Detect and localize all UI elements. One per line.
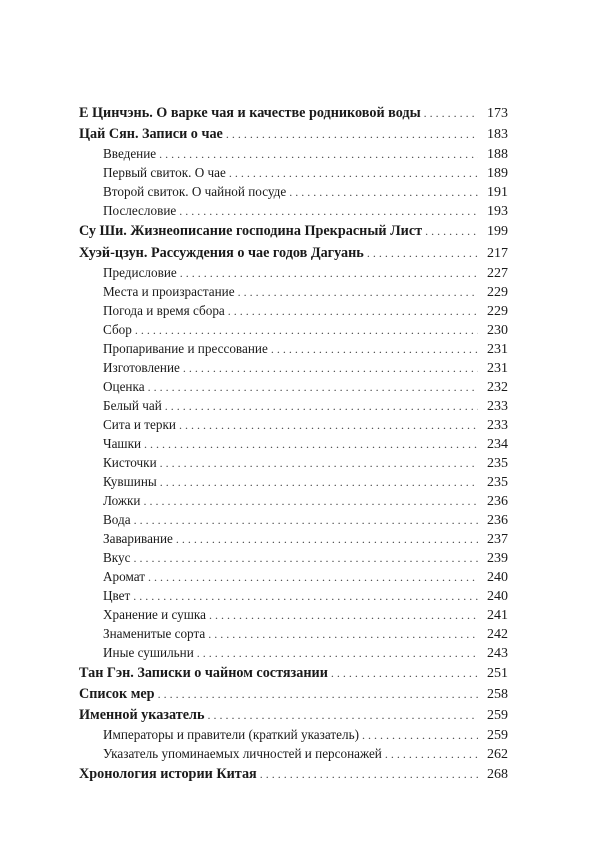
toc-page-number: 235: [487, 474, 508, 490]
dot-leader: [176, 530, 478, 549]
dot-leader: [180, 264, 478, 283]
toc-chapter-entry[interactable]: [79, 706, 508, 725]
toc-page-number: 234: [487, 436, 508, 452]
toc-page-number: 173: [487, 106, 508, 121]
toc-entry-title: Именной указатель: [79, 707, 205, 724]
dot-leader: [165, 397, 478, 416]
dot-leader: [385, 745, 478, 764]
toc-entry-title: Цвет: [103, 587, 131, 603]
toc-entry-title: Тан Гэн. Записки о чайном состязании: [79, 664, 328, 681]
toc-section-entry[interactable]: [79, 320, 508, 339]
toc-entry-title: Первый свиток. О чае: [103, 165, 226, 181]
dot-leader: [367, 244, 478, 263]
toc-page-number: 243: [487, 645, 508, 661]
toc-page-number: 239: [487, 550, 508, 566]
toc-section-entry[interactable]: [79, 358, 508, 377]
toc-page-number: 262: [487, 747, 508, 763]
toc-section-entry[interactable]: [79, 548, 508, 567]
toc-section-entry[interactable]: [79, 605, 508, 624]
dot-leader: [144, 435, 478, 454]
dot-leader: [271, 340, 478, 359]
dot-leader: [134, 511, 478, 530]
toc-section-entry[interactable]: [79, 163, 508, 182]
dot-leader: [160, 454, 478, 473]
toc-page-number: 229: [487, 303, 508, 319]
toc-entry-title: Второй свиток. О чайной посуде: [103, 184, 287, 200]
toc-page-number: 191: [487, 185, 508, 201]
toc-page-number: 251: [487, 665, 508, 681]
toc-section-entry[interactable]: [79, 491, 508, 510]
dot-leader: [208, 625, 478, 644]
dot-leader: [425, 222, 478, 241]
toc-page-number: 236: [487, 512, 508, 528]
toc-page-number: 193: [487, 204, 508, 220]
toc-entry-title: Императоры и правители (краткий указатель): [103, 727, 359, 743]
dot-leader: [207, 706, 478, 725]
toc-entry-title: Вкус: [103, 549, 131, 565]
dot-leader: [331, 664, 478, 683]
toc-section-entry[interactable]: [79, 434, 508, 453]
dot-leader: [229, 164, 478, 183]
dot-leader: [135, 321, 478, 340]
toc-entry-title: Чашки: [103, 435, 142, 451]
toc-page-number: 231: [487, 341, 508, 357]
toc-entry-title: Изготовление: [103, 359, 180, 375]
toc-entry-title: Хранение и сушка: [103, 606, 206, 622]
toc-entry-title: Указатель упоминаемых личностей и персонажей: [103, 746, 382, 762]
toc-chapter-entry[interactable]: [79, 765, 508, 784]
toc-section-entry[interactable]: [79, 377, 508, 396]
toc-entry-title: Введение: [103, 146, 157, 162]
toc-section-entry[interactable]: [79, 472, 508, 491]
toc-entry-title: Кувшины: [103, 473, 157, 489]
toc-entry-title: Ложки: [103, 492, 141, 508]
dot-leader: [226, 125, 478, 144]
toc-entry-title: Белый чай: [103, 397, 162, 413]
toc-entry-title: Хронология истории Китая: [79, 766, 257, 783]
dot-leader: [179, 202, 478, 221]
toc-page-number: 183: [487, 127, 508, 143]
dot-leader: [362, 726, 478, 745]
toc-page-number: 188: [487, 147, 508, 163]
toc-page-number: 217: [487, 245, 508, 261]
dot-leader: [209, 606, 478, 625]
toc-section-entry[interactable]: [79, 201, 508, 220]
toc-entry-title: Погода и время сбора: [103, 302, 225, 318]
toc-section-entry[interactable]: [79, 144, 508, 163]
toc-entry-title: Послесловие: [103, 203, 177, 219]
dot-leader: [228, 302, 478, 321]
dot-leader: [424, 104, 478, 123]
dot-leader: [260, 765, 478, 784]
dot-leader: [143, 492, 478, 511]
toc-chapter-entry[interactable]: [79, 104, 508, 123]
table-of-contents: [79, 104, 508, 784]
toc-entry-title: Пропаривание и прессование: [103, 340, 268, 356]
dot-leader: [238, 283, 478, 302]
toc-section-entry[interactable]: [79, 396, 508, 415]
dot-leader: [133, 549, 478, 568]
toc-section-entry[interactable]: [79, 339, 508, 358]
toc-entry-title: Иные сушильни: [103, 644, 194, 660]
toc-entry-title: Заваривание: [103, 530, 173, 546]
toc-section-entry[interactable]: [79, 624, 508, 643]
toc-section-entry[interactable]: [79, 510, 508, 529]
toc-page-number: 241: [487, 607, 508, 623]
toc-page-number: 232: [487, 379, 508, 395]
toc-entry-title: Вода: [103, 511, 131, 527]
toc-entry-title: Список мер: [79, 685, 155, 702]
toc-entry-title: Оценка: [103, 378, 145, 394]
toc-section-entry[interactable]: [79, 529, 508, 548]
toc-page-number: 229: [487, 284, 508, 300]
toc-entry-title: Хуэй-цзун. Рассуждения о чае годов Дагуань: [79, 244, 364, 261]
toc-section-entry[interactable]: [79, 744, 508, 763]
toc-chapter-entry[interactable]: [79, 685, 508, 704]
toc-page-number: 259: [487, 708, 508, 724]
toc-section-entry[interactable]: [79, 282, 508, 301]
toc-entry-title: Места и произрастание: [103, 283, 235, 299]
toc-entry-title: Знаменитые сорта: [103, 625, 206, 641]
toc-page-number: 240: [487, 588, 508, 604]
toc-entry-title: Предисловие: [103, 264, 177, 280]
toc-section-entry[interactable]: [79, 263, 508, 282]
dot-leader: [160, 473, 478, 492]
dot-leader: [179, 416, 478, 435]
toc-section-entry[interactable]: [79, 453, 508, 472]
toc-page-number: 230: [487, 322, 508, 338]
toc-chapter-entry[interactable]: [79, 244, 508, 263]
toc-page-number: 236: [487, 493, 508, 509]
toc-page-number: 242: [487, 626, 508, 642]
toc-chapter-entry[interactable]: [79, 664, 508, 683]
toc-section-entry[interactable]: [79, 567, 508, 586]
toc-page-number: 227: [487, 265, 508, 281]
toc-page-number: 233: [487, 398, 508, 414]
toc-section-entry[interactable]: [79, 643, 508, 662]
toc-entry-title: Цай Сян. Записи о чае: [79, 126, 223, 143]
toc-page-number: 189: [487, 166, 508, 182]
toc-entry-title: Аромат: [103, 568, 145, 584]
dot-leader: [159, 145, 478, 164]
dot-leader: [133, 587, 478, 606]
toc-page-number: 268: [487, 767, 508, 783]
toc-entry-title: Е Цинчэнь. О варке чая и качестве родниковой воды: [79, 105, 421, 121]
toc-page-number: 199: [487, 224, 508, 240]
toc-section-entry[interactable]: [79, 182, 508, 201]
toc-page-number: 259: [487, 728, 508, 744]
dot-leader: [158, 685, 478, 704]
toc-section-entry[interactable]: [79, 415, 508, 434]
toc-section-entry[interactable]: [79, 586, 508, 605]
dot-leader: [183, 359, 478, 378]
toc-entry-title: Кисточки: [103, 454, 157, 470]
dot-leader: [148, 378, 478, 397]
toc-entry-title: Су Ши. Жизнеописание господина Прекрасный Лист: [79, 223, 423, 240]
toc-page-number: 237: [487, 531, 508, 547]
toc-entry-title: Сита и терки: [103, 416, 176, 432]
toc-section-entry[interactable]: [79, 725, 508, 744]
toc-section-entry[interactable]: [79, 301, 508, 320]
toc-chapter-entry[interactable]: [79, 222, 508, 241]
toc-entry-title: Сбор: [103, 321, 132, 337]
dot-leader: [148, 568, 478, 587]
dot-leader: [197, 644, 478, 663]
toc-page-number: 258: [487, 686, 508, 702]
dot-leader: [289, 183, 478, 202]
toc-page-number: 240: [487, 569, 508, 585]
toc-page-number: 231: [487, 360, 508, 376]
toc-page-number: 235: [487, 455, 508, 471]
toc-page-number: 233: [487, 417, 508, 433]
toc-chapter-entry[interactable]: [79, 125, 508, 144]
